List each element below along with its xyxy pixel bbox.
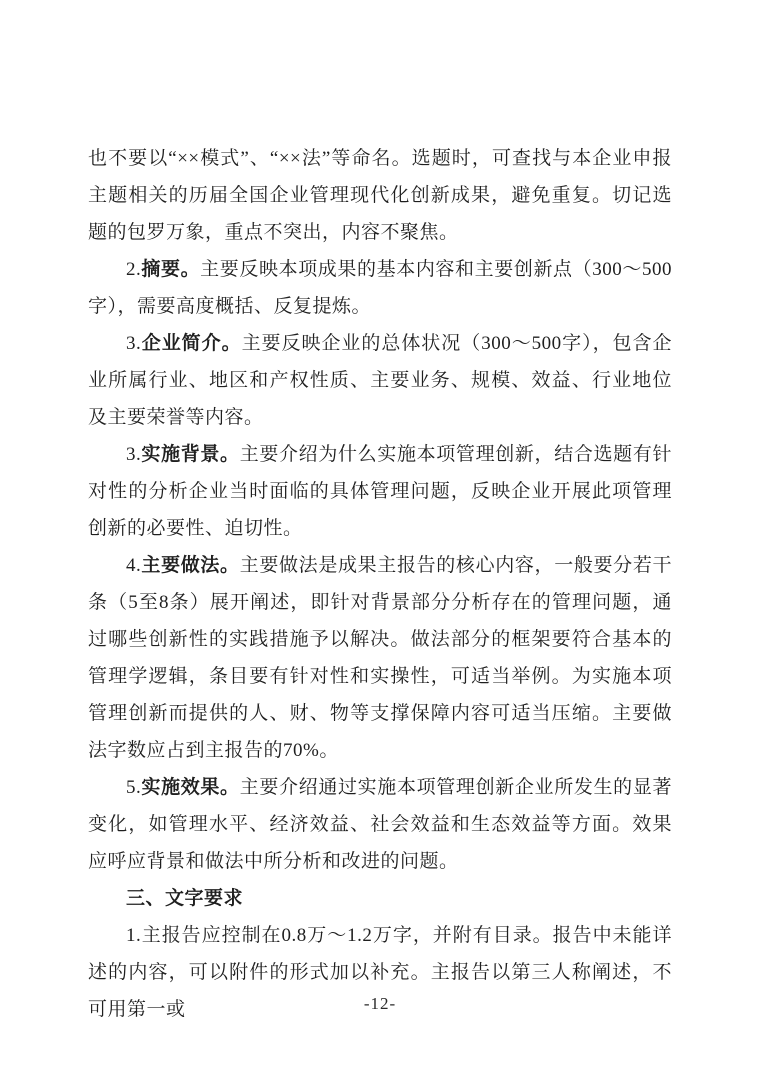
paragraph-abstract: [88, 251, 672, 325]
item-title: 主要做法。: [141, 555, 240, 576]
paragraph-implementation-background: [88, 436, 672, 547]
paragraph-company-profile: [88, 325, 672, 436]
paragraph-body: 主要介绍通过实施本项管理创新企业所发生的显著变化，如管理水平、经济效益、社会效益和生态效益等方面。效果应呼应背景和做法中所分析和改进的问题。: [88, 777, 672, 872]
paragraph-body: 主要做法是成果主报告的核心内容，一般要分若干条（5至8条）展开阐述，即针对背景部分分析存在的管理问题，通过哪些创新性的实践措施予以解决。做法部分的框架要符合基本的管理学逻辑，条目要有针对性和实操性，可适当举例。为实施本项管理创新而提供的人、财、物等支撑保障内容可适当压缩。主要做法字数应占到主报告的70%。: [88, 555, 672, 761]
item-title: 摘要。: [141, 259, 201, 280]
paragraph-body: 主报告应控制在0.8万～1.2万字，并附有目录。报告中未能详述的内容，可以附件的形式加以补充。主报告以第三人称阐述，不可用第一或: [88, 925, 672, 1020]
paragraph-body: 主要介绍为什么实施本项管理创新，结合选题有针对性的分析企业当时面临的具体管理问题，反映企业开展此项管理创新的必要性、迫切性。: [88, 444, 672, 539]
page-number: -12-: [363, 994, 397, 1013]
item-number: 5.: [126, 777, 142, 798]
paragraph-body: 也不要以“××模式”、“××法”等命名。选题时，可查找与本企业申报主题相关的历届全国企业管理现代化创新成果，避免重复。切记选题的包罗万象，重点不突出，内容不聚焦。: [88, 148, 672, 243]
item-title: 实施背景。: [141, 444, 240, 465]
item-number: 3.: [126, 444, 142, 465]
item-title: 企业简介。: [141, 333, 242, 354]
item-number: 2.: [126, 259, 142, 280]
item-number: 1.: [126, 925, 142, 946]
section-heading-text-requirements: [88, 880, 672, 917]
paragraph-body: 主要反映企业的总体状况（300～500字），包含企业所属行业、地区和产权性质、主要业务、规模、效益、行业地位及主要荣誉等内容。: [88, 333, 672, 428]
item-title: 实施效果。: [141, 777, 240, 798]
section-heading-label: 三、文字要求: [126, 888, 244, 909]
document-text-block: [88, 140, 672, 1028]
item-number: 4.: [126, 555, 142, 576]
paragraph-implementation-results: [88, 769, 672, 880]
paragraph-continuation: [88, 140, 672, 251]
paragraph-main-practices: [88, 547, 672, 769]
paragraph-body: 主要反映本项成果的基本内容和主要创新点（300～500字），需要高度概括、反复提炼。: [88, 259, 672, 317]
item-number: 3.: [126, 333, 142, 354]
